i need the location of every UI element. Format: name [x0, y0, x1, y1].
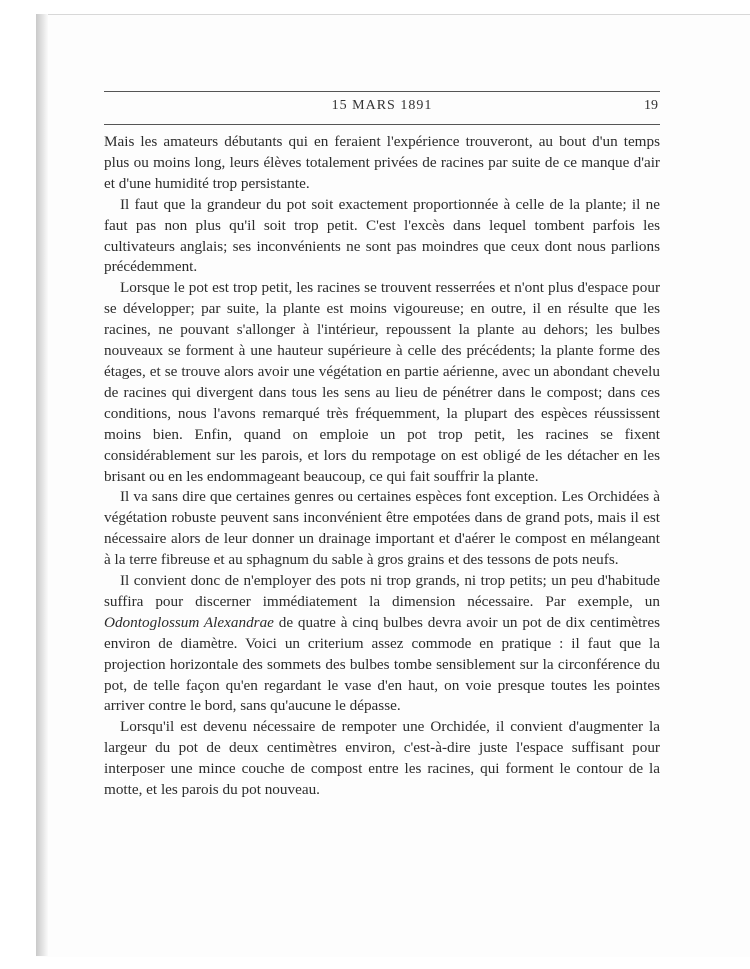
paragraph: Mais les amateurs débutants qui en feraient l'expérience trouveront, au bout d'un temps plus ou moins long, leurs élèves totalement privées de racines par suite de ce manque d'air et d'une humidité trop persistante. [104, 133, 660, 192]
issue-date: 15 MARS 1891 [331, 98, 433, 113]
paragraph [104, 571, 660, 717]
page-number: 19 [644, 98, 658, 113]
paragraph: Lorsque le pot est trop petit, les racines se trouvent resserrées et n'ont plus d'espace pour se développer; par suite, la plante est moins vigoureuse; en outre, il en résulte que les racines, ne pouvant s'allonger à l'intérieur, repoussent la plante au dehors; les bulbes nouveaux se forment à une hauteur supérieure à celle des précédents; la plante forme des étages, et se trouve alors avoir une végétation en partie aérienne, avec un abondant chevelu de racines qui divergent dans tous les sens au lieu de pénétrer dans le compost; dans ces conditions, nous l'avons remarqué très fréquemment, la plupart des espèces réussissent moins bien. Enfin, quand on emploie un pot trop petit, les racines se fixent considérablement sur les parois, et lors du rempotage on est obligé de les détacher en les brisant ou en les endommageant beaucoup, ce qui fait souffrir la plante. [104, 279, 660, 485]
species-name: Odontoglossum Alexandrae [104, 613, 274, 631]
paragraph-text: de quatre à cinq bulbes devra avoir un pot de dix centimètres environ de diamètre. Voici un criterium assez commode en pratique : il faut que la projection horizontale des sommets des bulbes tombe sensiblement sur la circonférence du pot, de telle façon qu'en regardant le vase d'en haut, on voie presque toutes les pointes arriver contre le bord, sans qu'aucune le dépasse. [104, 613, 660, 715]
paragraph: Lorsqu'il est devenu nécessaire de rempoter une Orchidée, il convient d'augmenter la largeur du pot de deux centimètres environ, c'est-à-dire juste l'espace suffisant pour interposer une mince couche de compost entre les racines, qui forment le contour de la motte, et les parois du pot nouveau. [104, 718, 660, 799]
paragraph: Il va sans dire que certaines genres ou certaines espèces font exception. Les Orchidées à végétation robuste peuvent sans inconvénient être empotées dans de grand pots, mais il est nécessaire alors de leur donner un drainage important et d'aérer le compost en mélangeant à la terre fibreuse et au sphagnum du sable à gros grains et des tessons de pots neufs. [104, 488, 660, 569]
article-body [104, 132, 660, 801]
paragraph-text: Il convient donc de n'employer des pots ni trop grands, ni trop petits; un peu d'habitude suffira pour discerner immédiatement la dimension nécessaire. Par exemple, un [104, 572, 660, 610]
running-head [104, 91, 660, 125]
binding-shadow [36, 14, 48, 956]
paragraph: Il faut que la grandeur du pot soit exactement proportionnée à celle de la plante; il ne faut pas non plus qu'il soit trop petit. C'est l'excès dans lequel tombent parfois les cultivateurs anglais; ses inconvénients ne sont pas moindres que ceux dont nous parlions précédemment. [104, 195, 660, 276]
